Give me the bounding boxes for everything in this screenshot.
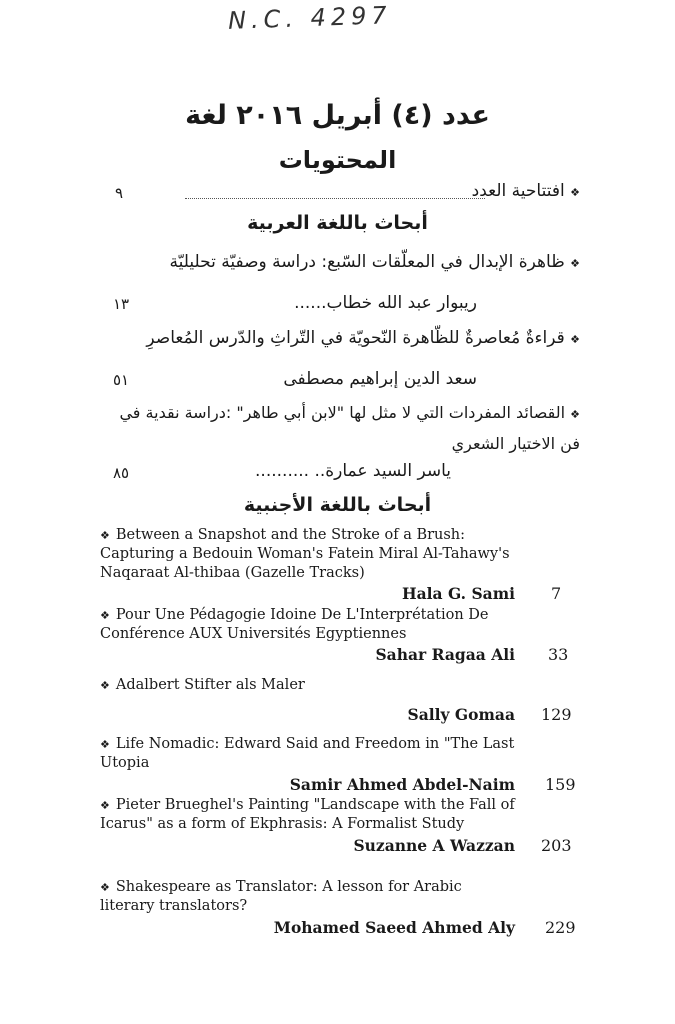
foreign-section-heading: أبحاث باللغة الأجنبية — [243, 494, 432, 516]
bullet-icon: ❖ — [570, 408, 580, 421]
bullet-icon: ❖ — [570, 333, 580, 346]
dot-leader — [185, 198, 485, 199]
arabic-article-page: ٨٥ — [113, 464, 130, 482]
foreign-article-author: Hala G. Sami — [401, 584, 515, 603]
foreign-article-page: 7 — [551, 584, 562, 603]
foreign-article-title: ❖ Shakespeare as Translator: A lesson for Arabic literary translators? — [100, 879, 462, 914]
bullet-icon: ❖ — [100, 609, 110, 622]
arabic-article-title: ❖ ظاهرة الإبدال في المعلّقات السّبع: دراسة وصفيّة تحليليّة — [169, 252, 580, 272]
bullet-icon: ❖ — [100, 529, 110, 542]
arabic-article-author: ياسر السيد عمارة.. .......... — [255, 461, 451, 481]
bullet-icon: ❖ — [100, 799, 110, 812]
bullet-icon: ❖ — [100, 881, 110, 894]
foreign-article-page: 203 — [541, 836, 572, 855]
foreign-article-author: Sally Gomaa — [407, 705, 515, 724]
arabic-article-page: ٥١ — [113, 371, 130, 389]
foreign-article-title: ❖ Pieter Brueghel's Painting "Landscape with the Fall of Icarus" as a form of Ekphrasis: A Formalist Study — [100, 797, 515, 832]
foreign-article-page: 159 — [545, 775, 576, 794]
bullet-icon: ❖ — [100, 738, 110, 751]
foreign-article-page: 229 — [545, 918, 576, 937]
foreign-article-author: Mohamed Saeed Ahmed Aly — [273, 918, 515, 937]
foreign-article-page: 129 — [541, 705, 572, 724]
bullet-icon: ❖ — [100, 679, 110, 692]
bullet-icon: ❖ — [570, 257, 580, 270]
foreign-article-title: ❖ Life Nomadic: Edward Said and Freedom in "The Last Utopia — [100, 736, 515, 771]
arabic-article-page: ١٣ — [113, 295, 130, 313]
issue-header: عدد (٤) أبريل ٢٠١٦ لغة — [185, 100, 490, 131]
foreign-article-page: 33 — [548, 645, 569, 664]
contents-title: المحتويات — [278, 146, 397, 174]
foreign-article-author: Suzanne A Wazzan — [353, 836, 515, 855]
bullet-icon: ❖ — [570, 186, 580, 199]
foreign-article-title: ❖ Between a Snapshot and the Stroke of a Brush: Capturing a Bedouin Woman's Fatein Miral Al-Tahawy's Naqaraat Al-thibaa (Gazelle Tracks) — [100, 527, 510, 581]
foreign-article-title: ❖ Pour Une Pédagogie Idoine De L'Interprétation De Conférence AUX Universités Egyptiennes — [100, 607, 489, 642]
foreign-article-author: Samir Ahmed Abdel-Naim — [289, 775, 515, 794]
arabic-article-title: ❖ القصائد المفردات التي لا مثل لها "لابن أبي طاهر" :دراسة نقدية في فن الاختيار الشعري — [119, 403, 580, 453]
arabic-article-author: سعد الدين إبراهيم مصطفى — [283, 369, 477, 389]
foreign-article-author: Sahar Ragaa Ali — [375, 645, 515, 664]
foreign-article-title: ❖ Adalbert Stifter als Maler — [100, 677, 305, 693]
arabic-article-title: ❖ قراءةٌ مُعاصرةٌ للظّاهرة النّحويّة في التّراثِ والدّرس المُعاصرِ — [146, 328, 580, 348]
editorial-page: ٩ — [115, 184, 124, 202]
handwritten-catalog-number: N.C. 4297 — [227, 1, 393, 35]
editorial-title: ❖ افتتاحية العدد — [471, 181, 580, 201]
arabic-article-author: ريبوار عبد الله خطاب...... — [294, 293, 477, 313]
arabic-section-heading: أبحاث باللغة العربية — [247, 212, 428, 234]
